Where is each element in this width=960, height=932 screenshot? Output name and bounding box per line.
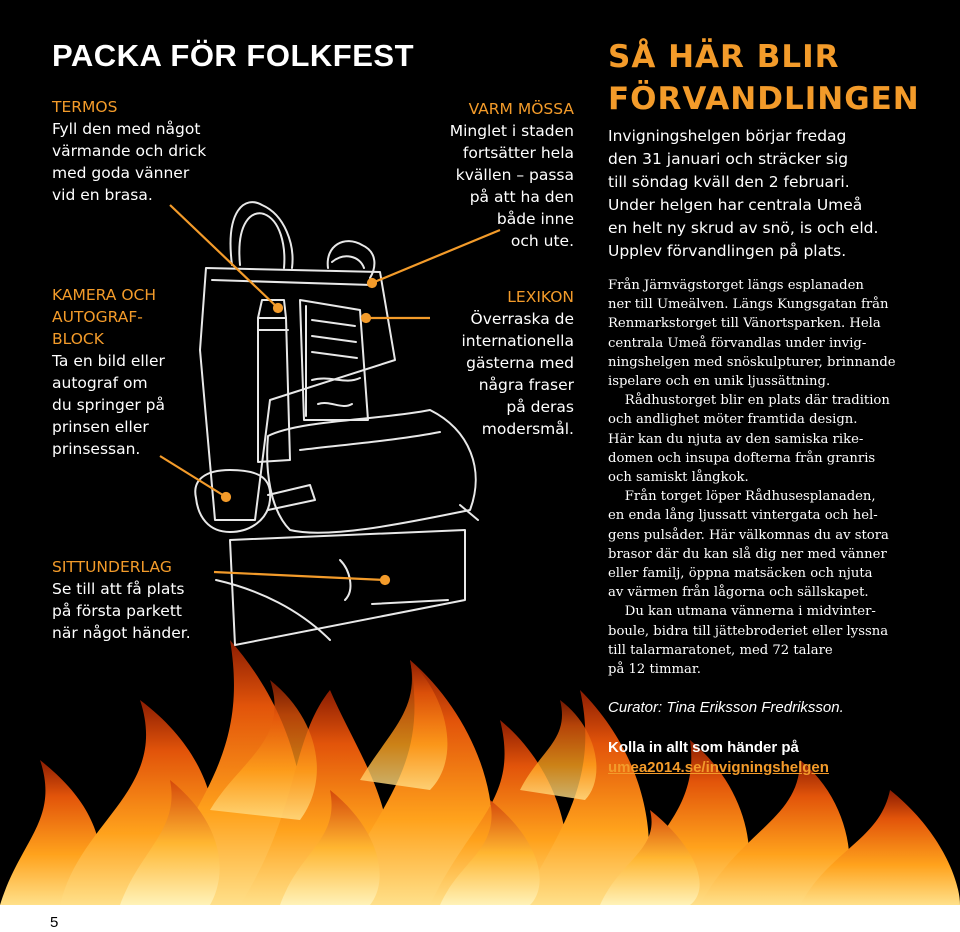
body-line: Här kan du njuta av den samiska rike- xyxy=(608,431,864,447)
body-line: på 12 timmar. xyxy=(608,662,701,678)
page-title: PACKA FÖR FOLKFEST xyxy=(52,38,415,73)
kamera-line: Ta en bild eller xyxy=(52,352,165,370)
kamera-line: du springer på xyxy=(52,396,166,414)
lexikon-line: modersmål. xyxy=(481,420,574,438)
body-line: gens pulsåder. Här välkomnas du av stora xyxy=(608,527,889,543)
lexikon-line: några fraser xyxy=(478,376,574,394)
termos-line: med goda vänner xyxy=(52,164,190,182)
intro-paragraph xyxy=(608,125,878,263)
section-title xyxy=(608,36,920,120)
kamera-line: prinsen eller xyxy=(52,418,149,436)
intro-line: den 31 januari och sträcker sig xyxy=(608,150,849,168)
lexikon-line: Överraska de xyxy=(470,310,574,328)
termos-line: värmande och drick xyxy=(52,142,207,160)
body-line: Från torget löper Rådhusesplanaden, xyxy=(608,489,876,505)
body-line: ningshelgen med snöskulpturer, brinnande xyxy=(608,354,896,370)
body-line: eller familj, öppna matsäcken och njuta xyxy=(608,566,873,582)
body-line: Du kan utmana vännerna i midvinter- xyxy=(608,604,876,620)
mossa-line: fortsätter hela xyxy=(462,144,574,162)
body-line: ispelare och en unik ljussättning. xyxy=(608,374,831,390)
body-line: ner till Umeälven. Längs Kungsgatan från xyxy=(608,297,889,313)
body-line: och samiskt långkok. xyxy=(608,470,749,486)
kamera-block xyxy=(52,284,165,460)
body-line: Rådhustorget blir en plats där tradition xyxy=(608,393,890,409)
lexikon-block xyxy=(461,286,574,440)
kamera-heading: AUTOGRAF- xyxy=(52,308,143,326)
sittunderlag-block xyxy=(52,556,191,644)
body-line: av värmen från lågorna och sällskapet. xyxy=(608,585,869,601)
termos-block xyxy=(52,96,206,206)
more-info xyxy=(608,738,829,778)
website-link[interactable]: umea2014.se/invigningshelgen xyxy=(608,759,829,776)
page-number: 5 xyxy=(50,914,59,931)
intro-line: Invigningshelgen börjar fredag xyxy=(608,127,847,145)
intro-line: Upplev förvandlingen på plats. xyxy=(608,242,847,260)
kamera-heading: BLOCK xyxy=(52,330,104,348)
section-title-line: FÖRVANDLINGEN xyxy=(608,81,920,117)
intro-line: en helt ny skrud av snö, is och eld. xyxy=(608,219,879,237)
intro-line: till söndag kväll den 2 februari. xyxy=(608,173,850,191)
sittunderlag-line: på första parkett xyxy=(52,602,182,620)
mossa-line: och ute. xyxy=(510,232,574,250)
body-line: en enda lång ljussatt vintergata och hel- xyxy=(608,508,878,524)
body-line: Renmarkstorget till Vänortsparken. Hela xyxy=(608,316,881,332)
lexikon-line: internationella xyxy=(461,332,574,350)
body-line: och andlighet möter framtida design. xyxy=(608,412,858,428)
more-info-label: Kolla in allt som händer på xyxy=(608,739,799,756)
mossa-line: både inne xyxy=(496,210,574,228)
kamera-heading: KAMERA OCH xyxy=(52,286,157,304)
termos-line: vid en brasa. xyxy=(52,186,153,204)
curator-credit: Curator: Tina Eriksson Fredriksson. xyxy=(608,699,844,716)
termos-line: Fyll den med något xyxy=(52,120,201,138)
sittunderlag-heading: SITTUNDERLAG xyxy=(52,558,172,576)
body-line: domen och insupa dofterna från granris xyxy=(608,450,876,466)
mossa-line: kvällen – passa xyxy=(455,166,574,184)
mossa-line: Minglet i staden xyxy=(449,122,574,140)
intro-line: Under helgen har centrala Umeå xyxy=(608,196,863,214)
body-line: brasor där du kan slå dig ner med vänner xyxy=(608,546,887,562)
lexikon-line: på deras xyxy=(506,398,574,416)
kamera-line: autograf om xyxy=(52,374,148,392)
sittunderlag-line: Se till att få plats xyxy=(52,580,185,598)
lexikon-line: gästerna med xyxy=(466,354,574,372)
body-line: Från Järnvägstorget längs esplanaden xyxy=(608,278,864,293)
body-line: centrala Umeå förvandlas under invig- xyxy=(608,335,867,351)
sittunderlag-line: när något händer. xyxy=(52,624,191,642)
mossa-heading: VARM MÖSSA xyxy=(468,100,574,118)
mossa-block xyxy=(450,98,574,252)
kamera-line: prinsessan. xyxy=(52,440,141,458)
mossa-line: på att ha den xyxy=(469,188,574,206)
lexikon-heading: LEXIKON xyxy=(507,288,574,306)
body-line: boule, bidra till jättebroderiet eller lyssna xyxy=(608,623,889,639)
section-title-line: SÅ HÄR BLIR xyxy=(608,39,840,75)
body-line: till talarmaratonet, med 72 talare xyxy=(608,642,833,658)
body-text xyxy=(608,276,896,679)
termos-heading: TERMOS xyxy=(52,98,118,116)
